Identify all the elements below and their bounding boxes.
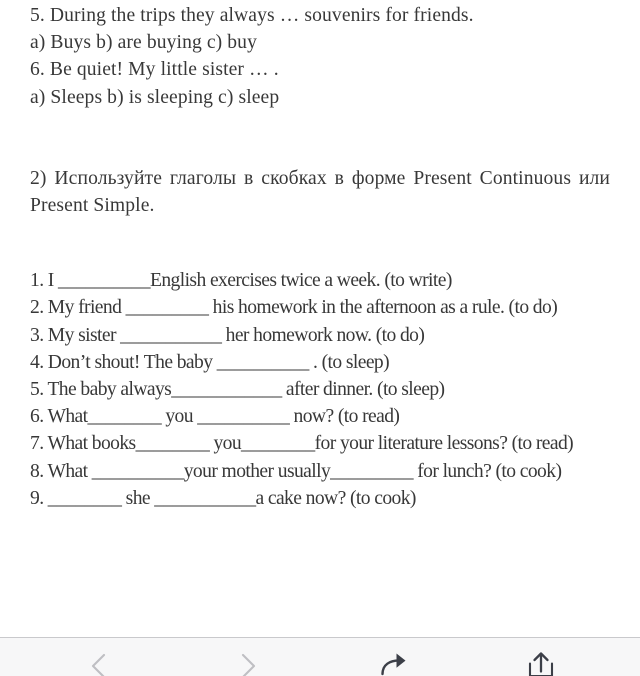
multiple-choice-section — [30, 2, 610, 111]
exercise-item: 3. My sister ___________ her homework now. (to do) — [30, 324, 425, 346]
mcq-line: a) Sleeps b) is sleeping c) sleep — [30, 86, 280, 108]
back-button[interactable] — [54, 638, 146, 676]
exercise-item: 5. The baby always____________ after dinner. (to sleep) — [30, 379, 445, 401]
task-heading-text: 2) Используйте глаголы в скобках в форме Present Continuous или Present Simple. — [30, 167, 610, 217]
share-button[interactable] — [348, 638, 440, 676]
chevron-left-icon — [87, 652, 113, 676]
exercise-item: 6. What________ you __________ now? (to read) — [30, 406, 400, 428]
forward-button[interactable] — [201, 638, 293, 676]
exercise-item: 2. My friend _________ his homework in the afternoon as a rule. (to do) — [30, 297, 558, 319]
exercise-item: 1. I __________English exercises twice a week. (to write) — [30, 270, 452, 292]
exercise-item: 4. Don’t shout! The baby __________ . (to sleep) — [30, 351, 390, 373]
task-heading — [30, 165, 610, 219]
exercise-list — [30, 267, 610, 512]
worksheet-text-column — [30, 0, 610, 512]
exercise-item: 9. ________ she ___________a cake now? (to cook) — [30, 487, 416, 509]
share-arrow-icon — [380, 652, 408, 676]
mcq-line: 6. Be quiet! My little sister … . — [30, 59, 279, 81]
mcq-line: a) Buys b) are buying c) buy — [30, 32, 257, 54]
chevron-right-icon — [234, 652, 260, 676]
mcq-line: 5. During the trips they always … souvenirs for friends. — [30, 5, 474, 26]
exercise-item: 8. What __________your mother usually_________ for lunch? (to cook) — [30, 460, 562, 482]
upload-button[interactable] — [495, 638, 587, 676]
exercise-item: 7. What books________ you________for your literature lessons? (to read) — [30, 433, 574, 455]
upload-icon — [526, 652, 556, 676]
bottom-toolbar — [0, 637, 640, 676]
